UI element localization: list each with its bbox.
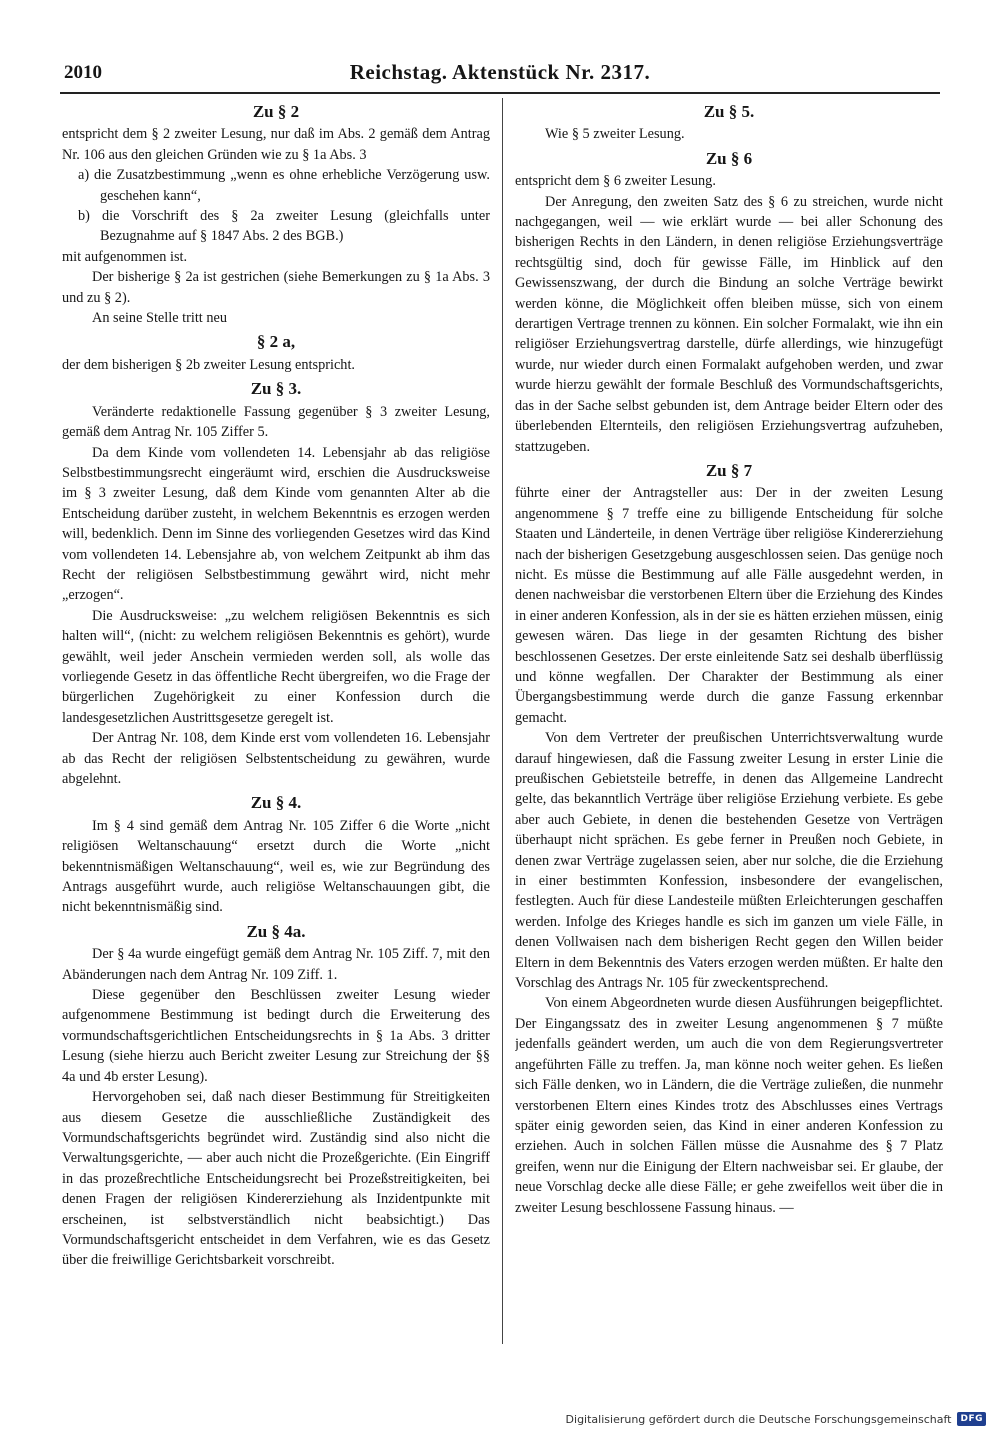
page-number: 2010 — [64, 62, 102, 83]
section-heading: Zu § 2 — [252, 102, 300, 121]
section-heading: Zu § 7 — [705, 460, 753, 480]
paragraph: Von dem Vertreter der preußischen Unterrichtsverwaltung wurde darauf hingewiesen, daß die Fassung zweiter Lesung in erster Linie die preußischen Gebietsteile betreffe, in denen das Allgemeine Landrecht gelte, das bekanntlich Verträge über religiöse Erziehung verbiete. Es gebe aber auch Gebiete, in denen die bestehenden Gesetze von Verträgen überhaupt nicht sprächen. Es gebe ferner in Preußen noch Gebiete, in denen zwar Verträge zugelassen seien, aber nur solche, die die Erziehung in einer bestimmten Konfession, insbesondere der evangelischen, festlegten. Auch für diese Landesteile müßten Erleichterungen geschaffen werden. Infolge des Krieges handle es sich im ganzen um viele Fälle, in denen Vollwaisen nach dem bisherigen Recht gegen den Willen beider Eltern in dem Bekenntnis des Vaters erzogen werden müßten. Er halte den Vorschlag des Antrags Nr. 105 für zweckentsprechend. — [515, 730, 943, 992]
paragraph: Die Ausdrucksweise: „zu welchem religiösen Bekenntnis es sich halten will“, (nicht: zu welchem religiösen Bekenntnis es gehört), wurde gewählt, weil jeder Anschein vermieden werden soll, als wolle das vorliegende Gesetz in das öffentliche Recht übergreifen, wo die Frage der bürgerlichen Zugehörigkeit zu einer Konfession durch die landesgesetzlichen Austrittsgesetze geregelt ist. — [62, 607, 490, 726]
paragraph: Von einem Abgeordneten wurde diesen Ausführungen beigepflichtet. Der Eingangssatz des in zweiter Lesung angenommenen § 7 müßte jedenfalls geändert werden, um auch die von dem Regierungsvertreter angeführten Fälle zu treffen. Ja, man könne noch weiter gehen. Es ließen sich Fälle denken, wo in Ländern, die die Verträge zuließen, die nunmehr verstorbenen Eltern eines Kindes trotz des Abschlusses eines Vertrags später einig geworden seien, das Kind in einer anderen Konfession zu erziehen. Auch in solchen Fällen müsse die Ausnahme des § 7 Platz greifen, wenn nur die Einigung der Eltern nachweisbar sei. Er glaube, der neue Vorschlag decke alle diese Fälle; er gehe zweifellos weit über die in zweiter Lesung beschlossene Fassung hinaus. — — [515, 995, 943, 1216]
column-divider — [502, 98, 503, 1344]
paragraph: Der bisherige § 2a ist gestrichen (siehe Bemerkungen zu § 1a Abs. 3 und zu § 2). — [62, 269, 490, 306]
paragraph: entspricht dem § 2 zweiter Lesung, nur daß im Abs. 2 gemäß dem Antrag Nr. 106 aus den gleichen Gründen wie zu § 1a Abs. 3 — [62, 126, 490, 163]
credit-text: Digitalisierung gefördert durch die Deutsche Forschungsgemeinschaft — [565, 1412, 952, 1426]
paragraph: Der Antrag Nr. 108, dem Kinde erst vom vollendeten 16. Lebensjahr ab das Recht der religiösen Selbstentscheidung zu gewähren, wurde abgelehnt. — [62, 730, 490, 787]
section-heading: Zu § 4a. — [246, 921, 306, 941]
section-heading: Zu § 3. — [250, 379, 302, 399]
right-column — [515, 98, 943, 1354]
running-title: Reichstag. Aktenstück Nr. 2317. — [349, 60, 651, 84]
list-item: b) die Vorschrift des § 2a zweiter Lesung (gleichfalls unter Bezugnahme auf § 1847 Abs. 2 des BGB.) — [78, 208, 490, 245]
paragraph: Veränderte redaktionelle Fassung gegenüber § 3 zweiter Lesung, gemäß dem Antrag Nr. 105 Ziffer 5. — [62, 403, 490, 441]
paragraph: mit aufgenommen ist. — [62, 248, 188, 265]
section-heading: Zu § 6 — [705, 148, 753, 168]
section-heading: § 2 a, — [256, 332, 296, 352]
paragraph: Der Anregung, den zweiten Satz des § 6 zu streichen, wurde nicht nachgegangen, weil — wie erklärt wurde — bei aller Schonung des bisherigen Rechts in den Ländern, in denen religiöse Erziehungsverträge rechtsgültig sind, doch für gewisse Fälle, im Hinblick auf den Gewissenszwang, der durch die Bindung an solche Verträge bewirkt werden könne, die Möglichkeit offen bleiben müsse, sich von einem derartigen Vertrage trennen zu können. Ein solcher Formalakt, wie ihn ein religiöser Erziehungsvertrag darstelle, dürfe allerdings, wie hinzugefügt wurde, nur wieder durch einen Formalakt aufgehoben werden, und zwar wurde hierzu gewählt der formale Beschluß des Vormundschaftsgerichts, das in der Sache selbst gebunden ist, dem Antrage beider Eltern oder des überlebenden Elternteils, den religiösen Erziehungsvertrag aufzuheben, stattzugeben. — [515, 193, 943, 455]
header-rule — [60, 92, 940, 94]
paragraph: Diese gegenüber den Beschlüssen zweiter Lesung wieder aufgenommene Bestimmung ist bedingt durch die Erweiterung des vormundschaftsgerichtlichen Entscheidungsrechts in § 1a Abs. 3 dritter Lesung (siehe hierzu auch Bericht zweiter Lesung zur Streichung der §§ 4a und 4b erster Lesung). — [62, 987, 490, 1085]
paragraph: entspricht dem § 6 zweiter Lesung. — [515, 173, 716, 190]
digitization-credit — [566, 1412, 986, 1426]
paragraph: Der § 4a wurde eingefügt gemäß dem Antrag Nr. 105 Ziff. 7, mit den Abänderungen nach dem Antrag Nr. 109 Ziff. 1. — [62, 946, 490, 983]
left-column — [62, 98, 490, 1354]
dfg-logo-icon: DFG — [957, 1412, 986, 1426]
section-heading: Zu § 5. — [703, 102, 755, 121]
paragraph: der dem bisherigen § 2b zweiter Lesung entspricht. — [62, 356, 355, 373]
paragraph: Da dem Kinde vom vollendeten 14. Lebensjahr ab das religiöse Selbstbestimmungsrecht eingeräumt wird, erschien die Ausdrucksweise im § 3 zweiter Lesung, daß dem Kinde vom genannten Alter ab die Entscheidung darüber zusteht, in welchem Bekenntnis es erzogen werden will, bedenklich. Denn im Sinne des vorliegenden Gesetzes wird das Kind vom vollendeten 14. Lebensjahre ab, von welchem Zeitpunkt ab ihm das Recht der religiösen Selbstbestimmung gewährt wird, nicht mehr „erzogen“. — [62, 444, 490, 604]
paragraph: Hervorgehoben sei, daß nach dieser Bestimmung für Streitigkeiten aus diesem Gesetze die ausschließliche Zuständigkeit des Vormundschaftsgerichts begründet wird. Zuständig sind also nicht die Verwaltungsgerichte, — aber auch nicht die Prozeßgerichte. (Ein Eingriff in das prozeßrechtliche Entscheidungsrecht bei Prozeßstreitigkeiten, bei denen Fragen der religiösen Kindererziehung als Inzidentpunkte mit erscheinen, ist selbstverständlich nicht beabsichtigt.) Das Vormundschaftsgericht entscheidet in dem Verfahren, wie es das Gesetz über die freiwillige Gerichtsbarkeit vorschreibt. — [62, 1089, 490, 1269]
list-item: a) die Zusatzbestimmung „wenn es ohne erhebliche Verzögerung usw. geschehen kann“, — [78, 167, 490, 204]
paragraph: führte einer der Antragsteller aus: Der in der zweiten Lesung angenommene § 7 treffe eine zu billigende Entscheidung für solche Staaten und Länderteile, in denen Verträge über religiöse Kindererziehung nach der bisherigen Gesetzgebung ausgeschlossen seien. Das genüge noch nicht. Es müsse die Bestimmung auf alle Fälle ausgedehnt werden, in denen nachweisbar die verstorbenen Eltern über die Erziehung des Kindes in einer anderen Konfession, als in der sie es hätten erziehen müssen, einig gewesen wären. Das liege in der gesamten Richtung des bisher beschlossenen Gesetzes. Der erste einleitende Satz sei deshalb überflüssig und könne wegfallen. Der Charakter der Bestimmung als einer Übergangsbestimmung werde durch die ganze Fassung erkennbar gemacht. — [515, 485, 943, 726]
paragraph: Wie § 5 zweiter Lesung. — [545, 126, 685, 143]
section-heading: Zu § 4. — [250, 793, 302, 813]
paragraph: Im § 4 sind gemäß dem Antrag Nr. 105 Ziffer 6 die Worte „nicht religiösen Weltanschauung“ ersetzt durch die Worte „nicht bekenntnismäßigen Weltanschauung“, weil es, wie zur Begründung des Antrags ausgeführt wurde, auch religiöse Weltanschauungen gibt, die nicht bekenntnismäßig sind. — [62, 817, 490, 916]
page-header — [60, 52, 940, 92]
paragraph: An seine Stelle tritt neu — [92, 310, 227, 327]
